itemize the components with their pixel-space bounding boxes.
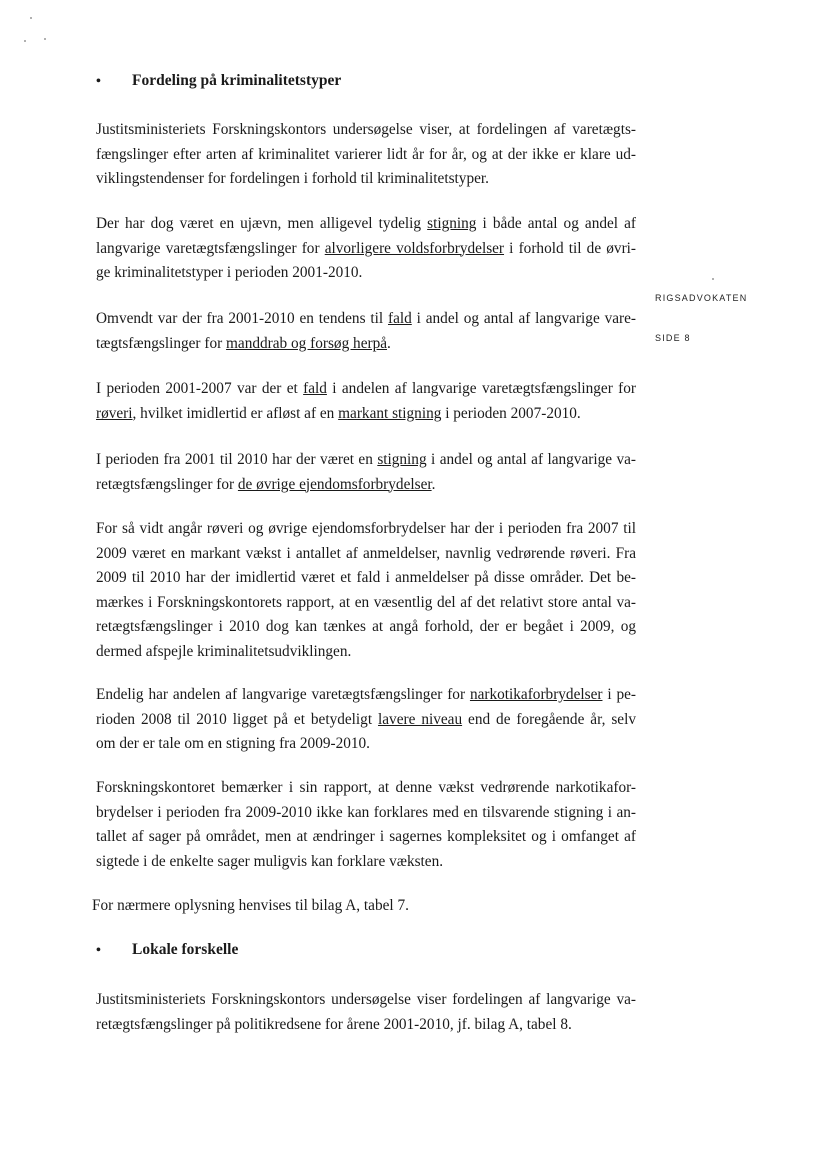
text-line: dermed afspejle kriminalitetsudviklingen. [96,642,352,660]
paragraph-reports [96,517,636,664]
paragraph-robbery [96,377,636,426]
heading-text: Lokale forskelle [132,941,239,958]
text-line: I perioden 2001-2007 var der et fald i andelen af langvarige varetægtsfængslinger for [96,380,636,397]
underlined-term: de øvrige ejendomsforbrydelser [237,475,432,493]
paragraph-police-districts [96,988,636,1037]
text-line: viklingstendenser for fordelingen i forhold til kriminalitetstyper. [96,170,489,187]
text-line: langvarige varetægtsfængslinger for alvorligere voldsforbrydelser i forhold til de øvri- [96,239,637,257]
text-line: Forskningskontoret bemærker i sin rapport, at denne vækst vedrørende narkotikafor- [96,779,636,796]
text-line: I perioden fra 2001 til 2010 har der været en stigning i andel og antal af langvarige va- [96,451,636,468]
scan-speck [44,38,46,40]
underlined-term: stigning [377,451,427,468]
section-heading-local-differences [96,941,238,959]
underlined-term: røveri [96,404,133,422]
text-line: Endelig har andelen af langvarige varetægtsfængslinger for narkotikaforbrydelser i pe- [96,686,636,703]
text-line: 2009 været en markant vækst i antallet af anmeldelser, navnlig vedrørende røveri. Fra [96,544,636,562]
scan-speck [24,40,26,42]
text-line: mærkes i Forskningskontorets rapport, at en væsentlig del af det relativt store antal va- [96,593,636,611]
section-heading-crime-types [96,72,341,90]
underlined-term: stigning [427,215,477,232]
text-line: retægtsfængslinger i 2010 dog kan tænkes at angå forhold, der er begået i 2009, og [96,618,636,635]
underlined-term: fald [387,310,412,327]
underlined-term: manddrab og forsøg herpå [226,334,388,352]
heading-text: Fordeling på kriminalitetstyper [132,72,342,89]
text-line: sigtede i de enkelte sager muligvis kan forklare væksten. [96,852,444,870]
text-line: tægtsfængslinger for manddrab og forsøg herpå. [96,334,391,352]
text-line: retægtsfængslinger på politikredsene for årene 2001-2010, jf. bilag A, tabel 8. [96,1015,572,1033]
text-line: ge kriminalitetstyper i perioden 2001-2010. [96,264,363,281]
scan-speck [30,17,32,19]
text-line: tallet af sager på området, men at ændringer i sagernes kompleksitet og i omfanget af [96,828,636,845]
underlined-term: alvorligere voldsforbrydelser [324,239,505,257]
text-line: For nærmere oplysning henvises til bilag A, tabel 7. [92,897,409,914]
text-line: Justitsministeriets Forskningskontors undersøgelse viser fordelingen af langvarige va- [96,991,636,1008]
scan-speck [712,278,714,280]
bullet-icon: • [96,943,101,958]
text-line: røveri, hvilket imidlertid er afløst af en markant stigning i perioden 2007-2010. [96,404,581,422]
text-line: retægtsfængslinger for de øvrige ejendomsforbrydelser. [96,475,436,493]
text-line: For så vidt angår røveri og øvrige ejendomsforbrydelser har der i perioden fra 2007 til [96,520,636,537]
paragraph-violence [96,212,636,286]
underlined-term: fald [303,380,327,397]
paragraph-homicide [96,307,636,356]
text-line: rioden 2008 til 2010 ligget på et betydeligt lavere niveau end de foregående år, selv [96,710,636,728]
paragraph-research-office [96,776,636,874]
text-line: Der har dog været en ujævn, men alligevel tydelig stigning i både antal og andel af [96,215,636,232]
text-line: fængslinger efter arten af kriminalitet varierer lidt år for år, og at der ikke er klare ud- [96,145,636,163]
bullet-icon: • [96,74,101,89]
text-line: 2009 til 2010 har der imidlertid været et fald i anmeldelser på disse områder. Det be- [96,569,636,586]
text-line: brydelser i perioden fra 2009-2010 ikke kan forklares med en tilsvarende stigning i an- [96,803,636,821]
paragraph-distribution [96,118,636,192]
text-line: om der er tale om en stigning fra 2009-2010. [96,735,370,752]
text-line: Justitsministeriets Forskningskontors undersøgelse viser, at fordelingen af varetægts- [96,121,636,138]
sidebar-organization: RIGSADVOKATEN [655,293,748,303]
underlined-term: lavere niveau [378,710,463,728]
paragraph-narcotics [96,683,636,757]
paragraph-property [96,448,636,497]
underlined-term: markant stigning [338,404,442,422]
text-line: Omvendt var der fra 2001-2010 en tendens til fald i andel og antal af langvarige vare- [96,310,636,327]
sidebar-page-number: SIDE 8 [655,333,691,343]
underlined-term: narkotikaforbrydelser [469,686,603,703]
paragraph-reference [92,894,632,919]
